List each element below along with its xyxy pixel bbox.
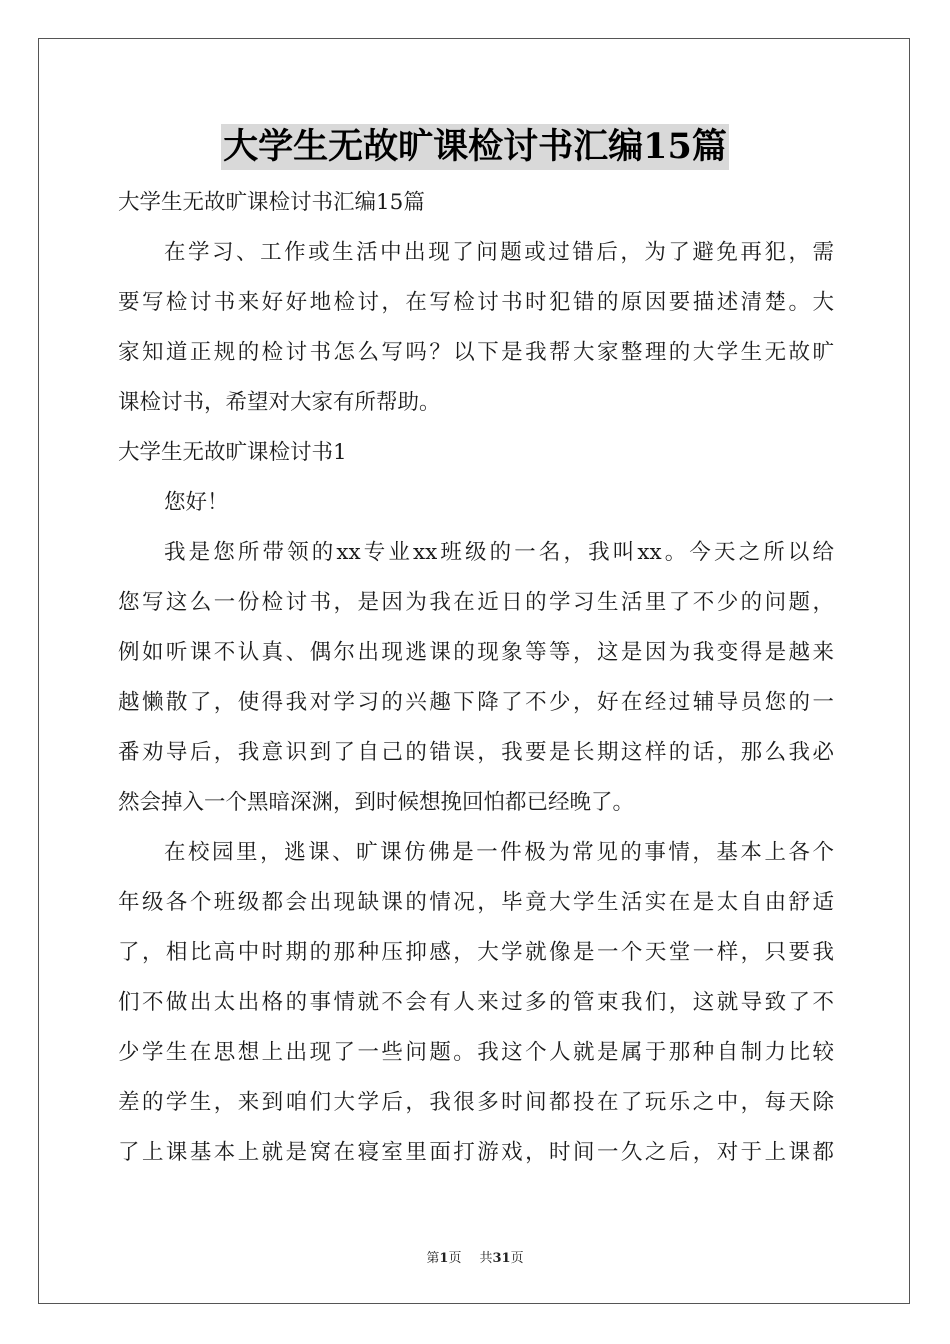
document-body [118, 178, 834, 1178]
paragraph-line: 们不做出太出格的事情就不会有人来过多的管束我们，这就导致了不 [118, 990, 834, 1015]
paragraph-line: 要写检讨书来好好地检讨，在写检讨书时犯错的原因要描述清楚。大 [118, 290, 834, 315]
paragraph-line: 您写这么一份检讨书，是因为我在近日的学习生活里了不少的问题， [118, 590, 834, 615]
paragraph-line: 了上课基本上就是窝在寝室里面打游戏，时间一久之后，对于上课都 [118, 1140, 834, 1165]
total-pages-prefix: 共 [479, 1251, 493, 1266]
paragraph-line: 家知道正规的检讨书怎么写吗？以下是我帮大家整理的大学生无故旷 [118, 340, 834, 365]
paragraph-line: 例如听课不认真、偶尔出现逃课的现象等等，这是因为我变得是越来 [118, 640, 834, 665]
total-pages-suffix: 页 [510, 1251, 524, 1266]
page-number-suffix: 页 [448, 1251, 462, 1266]
section-heading: 大学生无故旷课检讨书1 [118, 440, 347, 465]
paragraph-line: 然会掉入一个黑暗深渊，到时候想挽回怕都已经晚了。 [118, 790, 635, 815]
paragraph-line: 在校园里，逃课、旷课仿佛是一件极为常见的事情，基本上各个 [164, 840, 834, 865]
paragraph-line: 番劝导后，我意识到了自己的错误，我要是长期这样的话，那么我必 [118, 740, 834, 765]
paragraph-line: 了，相比高中时期的那种压抑感，大学就像是一个天堂一样，只要我 [118, 940, 834, 965]
paragraph-line: 越懒散了，使得我对学习的兴趣下降了不少，好在经过辅导员您的一 [118, 690, 834, 715]
page-footer [0, 1247, 950, 1266]
subtitle-line: 大学生无故旷课检讨书汇编15篇 [118, 190, 425, 215]
paragraph-line: 在学习、工作或生活中出现了问题或过错后，为了避免再犯，需 [164, 240, 834, 265]
total-pages: 31 [492, 1251, 511, 1266]
paragraph-line: 我是您所带领的xx专业xx班级的一名，我叫xx。今天之所以给 [164, 540, 834, 565]
paragraph-line: 年级各个班级都会出现缺课的情况，毕竟大学生活实在是太自由舒适 [118, 890, 834, 915]
document-title [0, 124, 950, 170]
paragraph-line: 少学生在思想上出现了一些问题。我这个人就是属于那种自制力比较 [118, 1040, 834, 1065]
document-title-text: 大学生无故旷课检讨书汇编15篇 [221, 124, 729, 170]
paragraph-line: 差的学生，来到咱们大学后，我很多时间都投在了玩乐之中，每天除 [118, 1090, 834, 1115]
greeting-line: 您好！ [164, 490, 229, 515]
page-number-prefix: 第 [426, 1251, 440, 1266]
page-number: 1 [439, 1251, 449, 1266]
paragraph-line: 课检讨书，希望对大家有所帮助。 [118, 390, 441, 415]
